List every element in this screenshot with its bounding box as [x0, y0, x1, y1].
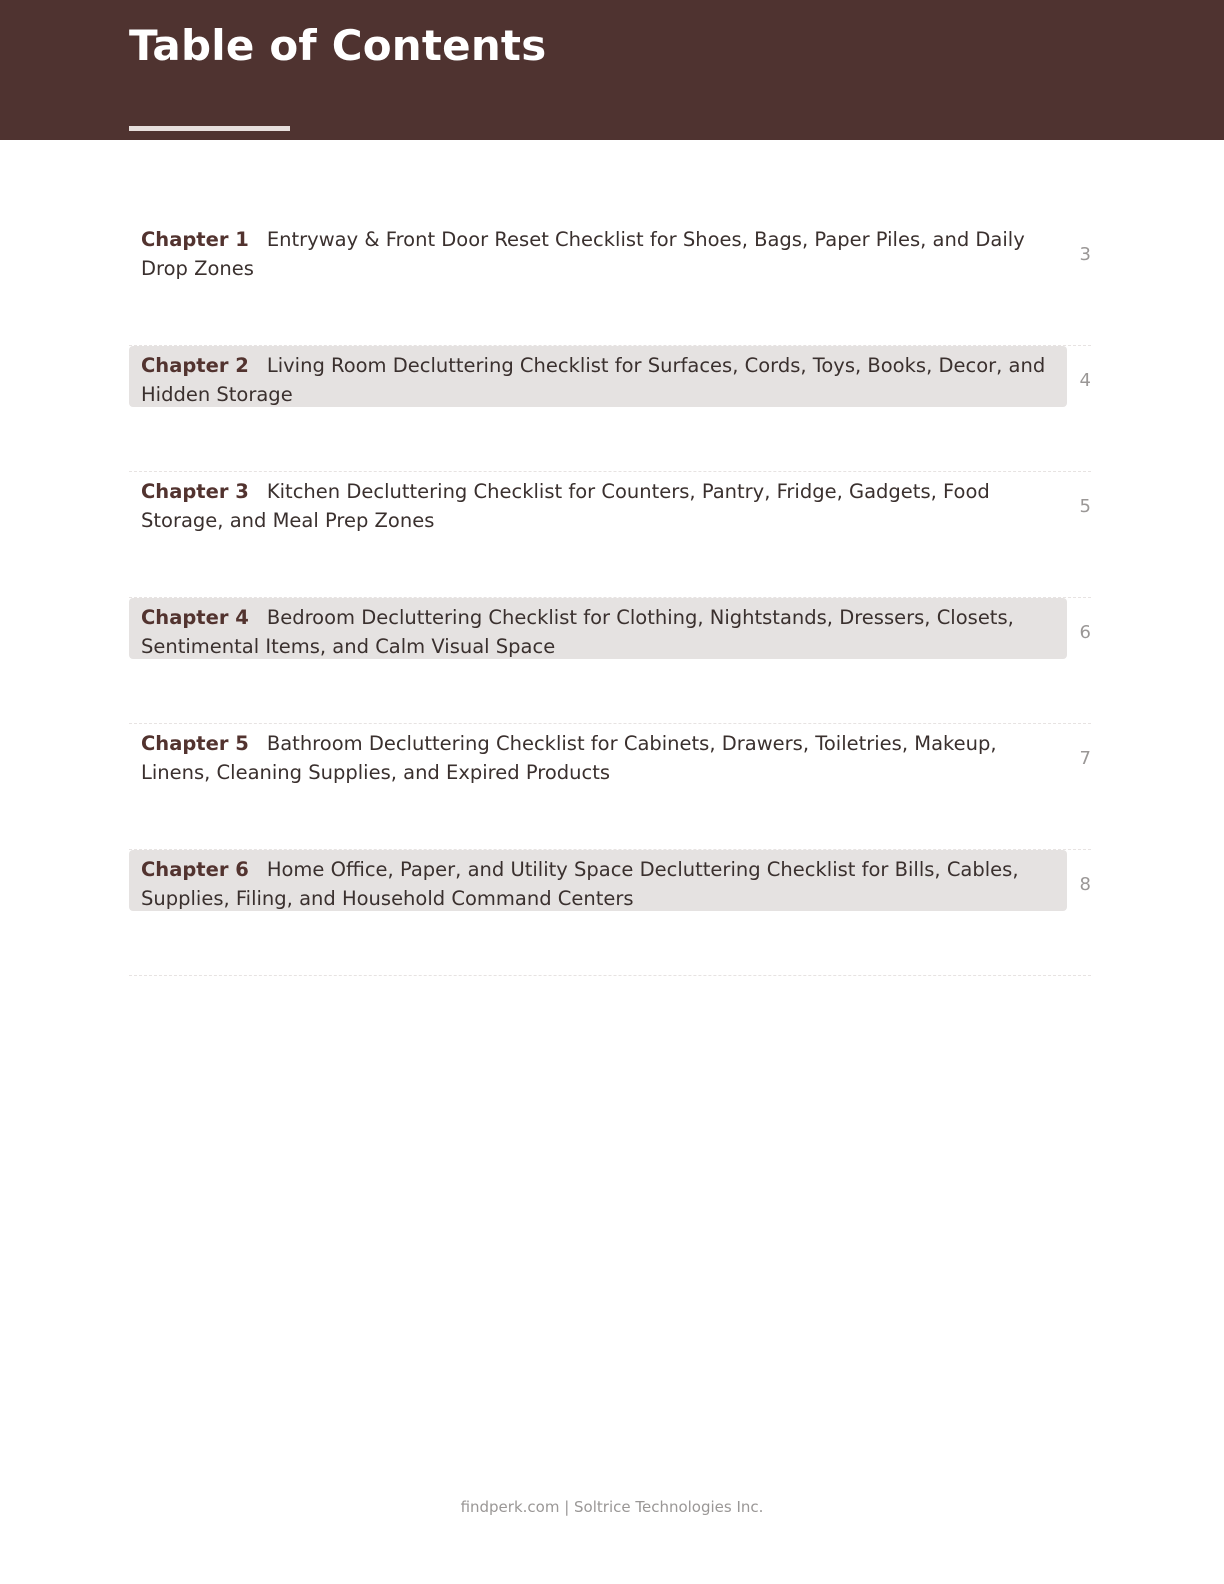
toc-entry-text: [129, 850, 1067, 911]
page-footer: findperk.com | Soltrice Technologies Inc.: [460, 1498, 764, 1516]
page-number: 7: [1079, 748, 1091, 769]
toc-entry-chapter-3[interactable]: [129, 472, 1091, 598]
page-number: 8: [1079, 874, 1091, 895]
page-number: 5: [1079, 496, 1091, 517]
chapter-title: Home Office, Paper, and Utility Space Decluttering Checklist for Bills, Cables, Supplies, Filing, and Household Command Centers: [141, 858, 1019, 910]
title-underline: [129, 126, 290, 131]
page-title: Table of Contents: [129, 21, 547, 70]
chapter-label: Chapter 1: [141, 228, 249, 251]
chapter-label: Chapter 6: [141, 858, 249, 881]
page-number: 4: [1079, 370, 1091, 391]
page-number: 3: [1079, 244, 1091, 265]
toc-entry-text: [129, 346, 1067, 407]
chapter-title: Living Room Decluttering Checklist for Surfaces, Cords, Toys, Books, Decor, and Hidden Storage: [141, 354, 1046, 406]
chapter-title: Kitchen Decluttering Checklist for Counters, Pantry, Fridge, Gadgets, Food Storage, and Meal Prep Zones: [141, 480, 990, 532]
chapter-title: Entryway & Front Door Reset Checklist for Shoes, Bags, Paper Piles, and Daily Drop Zones: [141, 228, 1025, 280]
toc-entry-chapter-6[interactable]: [129, 850, 1091, 976]
toc-entry-chapter-2[interactable]: [129, 346, 1091, 472]
toc-entry-text: [129, 472, 1067, 533]
chapter-label: Chapter 4: [141, 606, 249, 629]
toc-entry-chapter-4[interactable]: [129, 598, 1091, 724]
page-header: [0, 0, 1224, 140]
chapter-title: Bathroom Decluttering Checklist for Cabinets, Drawers, Toiletries, Makeup, Linens, Cleaning Supplies, and Expired Products: [141, 732, 997, 784]
chapter-label: Chapter 3: [141, 480, 249, 503]
toc-entry-chapter-1[interactable]: [129, 220, 1091, 346]
chapter-label: Chapter 5: [141, 732, 249, 755]
page-number: 6: [1079, 622, 1091, 643]
toc-entry-text: [129, 724, 1067, 785]
toc-entry-text: [129, 598, 1067, 659]
toc-entry-chapter-5[interactable]: [129, 724, 1091, 850]
table-of-contents: [129, 220, 1091, 976]
chapter-label: Chapter 2: [141, 354, 249, 377]
toc-entry-text: [129, 220, 1067, 281]
chapter-title: Bedroom Decluttering Checklist for Clothing, Nightstands, Dressers, Closets, Sentimental Items, and Calm Visual Space: [141, 606, 1014, 658]
